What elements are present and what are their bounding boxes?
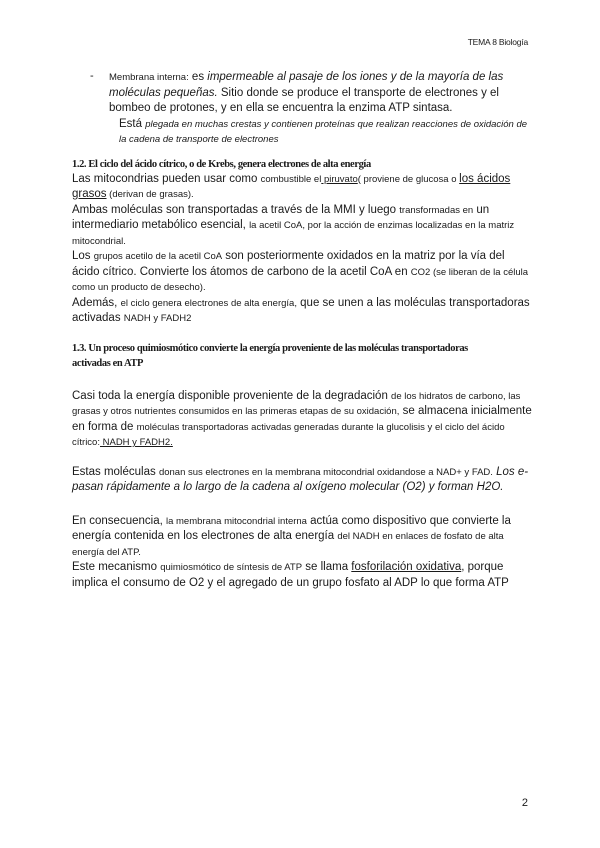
text-run: ( proviene de glucosa o xyxy=(357,173,460,185)
text-run: un intermediario metabólico esencial, xyxy=(72,203,490,231)
text-run: transformadas en xyxy=(399,204,474,216)
text-run: quimiosmótico de síntesis de ATP xyxy=(160,562,303,573)
text-run: Casi toda la energía disponible proveniente de la degradación xyxy=(72,389,392,402)
text-run: de los hidratos de carbono, las grasas y otros nutrientes consumidos en las primeras etapas de su oxidación, xyxy=(72,390,521,417)
bullet-text-1: Sitio donde se produce el transporte de electrones y el bombeo de protones, y en ella se encuentra la enzima ATP sintasa. xyxy=(109,86,499,114)
text-run: Ambas moléculas son transportadas a través de la MMI y luego xyxy=(72,203,400,216)
underlined-term-nadh-fadh2: NADH y FADH2. xyxy=(99,437,173,448)
text-run: Este mecanismo xyxy=(72,561,161,573)
text-run: En consecuencia, xyxy=(72,514,166,527)
bullet-emphasis-1: impermeable al pasaje de los iones y de la mayoría de las moléculas pequeñas. xyxy=(109,71,504,99)
emphasis-text: Los e- pasan rápidamente a lo largo de la cadena al oxígeno molecular (O2) y forman H2O. xyxy=(72,465,529,493)
section-1-3-paragraph-1 xyxy=(72,389,532,451)
underlined-term-piruvato: piruvato xyxy=(321,173,358,185)
text-run: CO2 (se liberan de la célula como un producto de desecho). xyxy=(72,266,529,293)
text-run: Estas moléculas xyxy=(72,465,159,478)
section-1-2-paragraph-3 xyxy=(72,249,532,296)
text-run: que se unen a las moléculas transportadoras activadas xyxy=(72,296,530,324)
bullet-text-2: Está xyxy=(119,117,146,130)
text-run: NADH y FADH2 xyxy=(123,313,192,324)
section-1-3-paragraph-3 xyxy=(72,514,532,561)
text-run: , porque implica el consumo de O2 y el agregado de un grupo fosfato al ADP lo que forma ATP xyxy=(72,561,509,589)
bullet-text-es: es xyxy=(188,71,208,83)
underlined-term-acidos-grasos: los ácidos grasos xyxy=(72,172,511,200)
page-number: 2 xyxy=(521,797,528,809)
text-run: se llama xyxy=(302,561,352,573)
text-run: Además, xyxy=(72,296,121,309)
section-1-3-paragraph-4 xyxy=(72,560,532,591)
bullet-emphasis-2: plegada en muchas crestas y contienen proteínas que realizan reacciones de oxidación de la cadena de transporte de electrones xyxy=(119,118,528,145)
text-run: moléculas transportadoras activadas generadas durante la glucolisis y el ciclo del ácido cítrico: xyxy=(72,421,505,448)
section-1-3-heading: 1.3. Un proceso quimiosmótico convierte la energía proveniente de las moléculas transportadoras activadas en ATP xyxy=(72,342,468,369)
bullet-membrana-interna xyxy=(72,70,532,148)
text-run: Las mitocondrias pueden usar como xyxy=(72,172,261,185)
text-run: la membrana mitocondrial interna xyxy=(165,515,307,527)
text-run: son posteriormente oxidados en la matriz por la vía del ácido cítrico. Convierte los átomos de carbono de la acetil CoA en xyxy=(72,250,505,278)
bullet-paragraph-1 xyxy=(109,70,532,117)
text-run: Los xyxy=(72,250,94,262)
section-1-3-paragraph-2 xyxy=(72,465,532,496)
text-run: la acetil CoA, por la acción de enzimas localizadas en la matriz mitocondrial. xyxy=(72,220,515,247)
text-run: (derivan de grasas). xyxy=(106,189,194,200)
page-content xyxy=(72,70,532,591)
section-1-2-paragraph-4 xyxy=(72,296,532,327)
bullet-paragraph-2 xyxy=(109,117,532,148)
text-run: se almacena inicialmente en forma de xyxy=(72,405,532,433)
bullet-marker: - xyxy=(90,70,94,82)
text-run: actúa como dispositivo que convierte la energía contenida en los electrones de alta energía xyxy=(72,514,511,542)
text-run: combustible el xyxy=(260,173,322,185)
bullet-label: Membrana interna: xyxy=(109,72,189,83)
section-1-2-paragraph-2 xyxy=(72,203,532,250)
section-1-2-heading: 1.2. El ciclo del ácido cítrico, o de Krebs, genera electrones de alta energía xyxy=(72,158,371,170)
text-run: donan sus electrones en la membrana mitocondrial oxidandose a NAD+ y FAD. xyxy=(158,466,493,478)
text-run: el ciclo genera electrones de alta energía, xyxy=(120,297,297,309)
text-run: del NADH en enlaces de fosfato de alta energía del ATP. xyxy=(72,531,504,558)
page-header: TEMA 8 Biología xyxy=(467,37,528,47)
underlined-term-fosforilacion: fosforilación oxidativa xyxy=(351,561,462,573)
section-1-2-paragraph-1 xyxy=(72,172,532,203)
text-run: grupos acetilo de la acetil CoA xyxy=(93,251,223,262)
